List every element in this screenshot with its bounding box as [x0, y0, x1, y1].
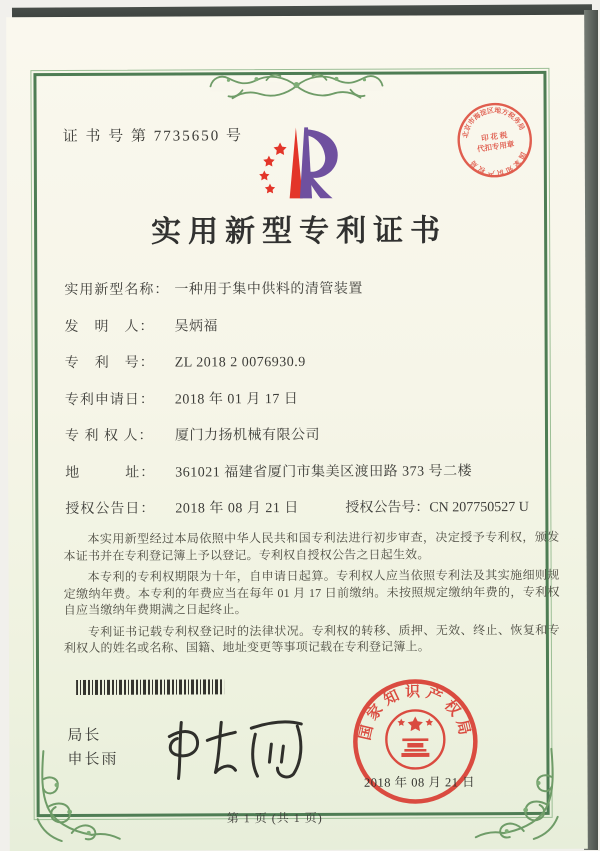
field-label: 授权公告号： [345, 500, 430, 516]
field-value: ZL 2018 2 0076930.9 [174, 354, 306, 371]
field-label: 专利申请日： [64, 392, 155, 408]
patent-office-logo-icon [247, 120, 351, 204]
legal-paragraph-2: 本专利的专利权期限为十年，自申请日起算。专利权人应当依照专利法及其实施细则规定缴纳年费。本专利的年费应当在每年 01 月 17 日前缴纳。未按照规定缴纳年费的，专利权自应当缴纳年费期满之日起终止。 [63, 567, 560, 618]
field-label: 专 利 权 人： [64, 428, 154, 445]
field-value: 吴炳福 [174, 318, 219, 335]
seal-ring-text-bottom: 国家知识产权局 [468, 150, 527, 176]
seal-ring-text: 国家知识产权局 [357, 684, 474, 742]
field-value: 361021 福建省厦门市集美区渡田路 373 号二楼 [175, 463, 473, 481]
floral-ornament-icon [206, 68, 386, 105]
legal-text [63, 529, 560, 662]
field-value: 厦门力扬机械有限公司 [174, 427, 321, 444]
seal-center-line1: 印 花 税 [480, 130, 508, 144]
legal-paragraph-3: 专利证书记载专利权登记时的法律状况。专利权的转移、质押、无效、终止、恢复和专利权人的姓名或名称、国籍、地址变更等事项记载在专利登记簿上。 [63, 622, 560, 656]
field-label: 发 明 人： [64, 319, 155, 335]
field-label: 地 址： [65, 465, 156, 481]
legal-paragraph-1: 本实用新型经过本局依照中华人民共和国专利法进行初步审查，决定授予专利权，颁发本证书并在专利登记簿上予以登记。专利权自授权公告之日起生效。 [63, 529, 560, 563]
national-emblem-icon [386, 710, 444, 768]
field-row-patent-number [65, 350, 565, 389]
svg-text:国家知识产权局 [355, 682, 474, 742]
field-value: 2018 年 01 月 17 日 [174, 391, 299, 408]
certificate-page [6, 15, 588, 851]
field-grant-number [345, 496, 529, 517]
commissioner-title: 局长 [67, 727, 102, 745]
seal-date: 2018 年 08 月 21 日 [363, 775, 476, 790]
field-row-inventor [64, 313, 564, 352]
cnipa-official-seal [340, 666, 491, 817]
field-row-utility-model-name [64, 277, 564, 316]
tax-stamp-seal [438, 83, 551, 196]
field-list [64, 277, 565, 535]
field-value: 2018 年 08 月 21 日 [175, 500, 299, 517]
field-value: 一种用于集中供料的清管装置 [174, 281, 363, 298]
field-label: 实用新型名称： [64, 282, 170, 299]
commissioner-name: 申长雨 [67, 751, 119, 769]
field-label: 专 利 号： [64, 355, 155, 372]
commissioner-signature-image [159, 710, 309, 791]
field-value: CN 207750527 U [429, 499, 529, 516]
certificate-number: 证 书 号 第 7735650 号 [62, 128, 244, 146]
seal-ring-text-top: 北京市海淀区地方税务局 [462, 107, 526, 139]
certificate-title: 实用新型专利证书 [151, 214, 448, 249]
seal-center-line2: 代扣专用章 [476, 139, 515, 154]
page-indicator: 第 1 页 (共 1 页) [226, 810, 323, 826]
barcode [76, 679, 224, 695]
field-row-address [65, 459, 565, 498]
field-label: 授权公告日： [65, 501, 156, 518]
field-row-patentee [65, 423, 565, 462]
field-row-filing-date [65, 386, 565, 425]
